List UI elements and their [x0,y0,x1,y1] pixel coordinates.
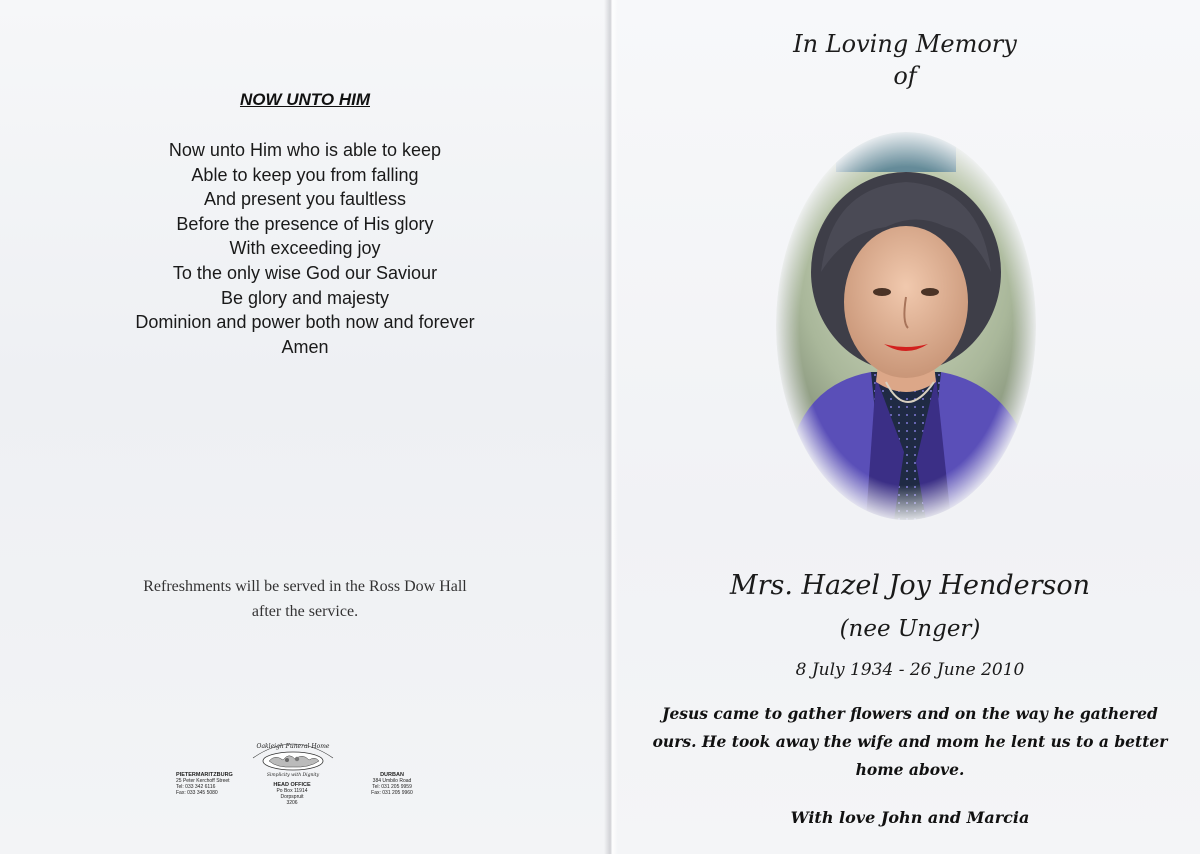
memorial-title-of: of [893,62,917,90]
office-heading: PIETERMARITZBURG [176,772,233,778]
office-line: Fax: 033 345 5080 [176,790,218,796]
verse-line: home above. [855,760,965,779]
poem-line: Dominion and power both now and forever [135,312,475,333]
verse-line: Jesus came to gather flowers and on the way he gathered [662,704,1158,723]
memorial-title [740,28,1070,92]
office-line: 25 Peter Kerchoff Street [176,778,230,784]
poem-title: NOW UNTO HIM [239,90,370,109]
poem-line: Able to keep you from falling [191,164,419,185]
memorial-title-line: In Loving Memory [793,30,1017,58]
verse-line: ours. He took away the wife and mom he lent us to a better [652,732,1168,751]
logo-tagline: Simplicity with Dignity [266,773,320,778]
logo-name: Oakleigh Funeral Home [256,743,330,750]
refreshments-notice [60,574,550,624]
signoff: With love John and Marcia [790,808,1030,827]
memorial-verse [630,700,1190,784]
deceased-name: Mrs. Hazel Joy Henderson [729,570,1091,601]
office-heading: DURBAN [380,772,404,778]
head-office [266,782,318,806]
funeral-home-logo [245,736,341,780]
maiden-name: (nee Unger) [839,616,981,642]
office-line: 3206 [286,800,298,806]
life-dates: 8 July 1934 - 26 June 2010 [795,660,1025,680]
poem-line: To the only wise God our Saviour [172,262,438,283]
refreshments-line: after the service. [251,603,359,620]
office-line: Po Box 11914 [276,788,308,794]
refreshments-line: Refreshments will be served in the Ross Dow Hall [143,578,467,595]
durban-office [360,772,424,796]
office-line: 384 Umbilo Road [372,778,412,784]
poem-line: Now unto Him who is able to keep [168,140,442,160]
office-heading: HEAD OFFICE [273,782,311,788]
page-fold [604,0,618,854]
poem-line: Amen [281,336,329,357]
poem-line: With exceeding joy [229,238,381,259]
poem-line: Be glory and majesty [220,287,390,308]
office-line: Tel: 033 342 6116 [176,784,216,790]
poem [90,138,520,359]
poem-line: Before the presence of His glory [176,213,434,234]
portrait-photo [776,132,1036,520]
office-line: Fax: 031 205 9960 [371,790,413,796]
office-line: Tel: 031 205 9959 [372,784,412,790]
portrait-illustration [776,132,1036,520]
pietermaritzburg-office [176,772,256,796]
office-line: Dorpspruit [280,794,304,800]
poem-line: And present you faultless [203,189,407,210]
